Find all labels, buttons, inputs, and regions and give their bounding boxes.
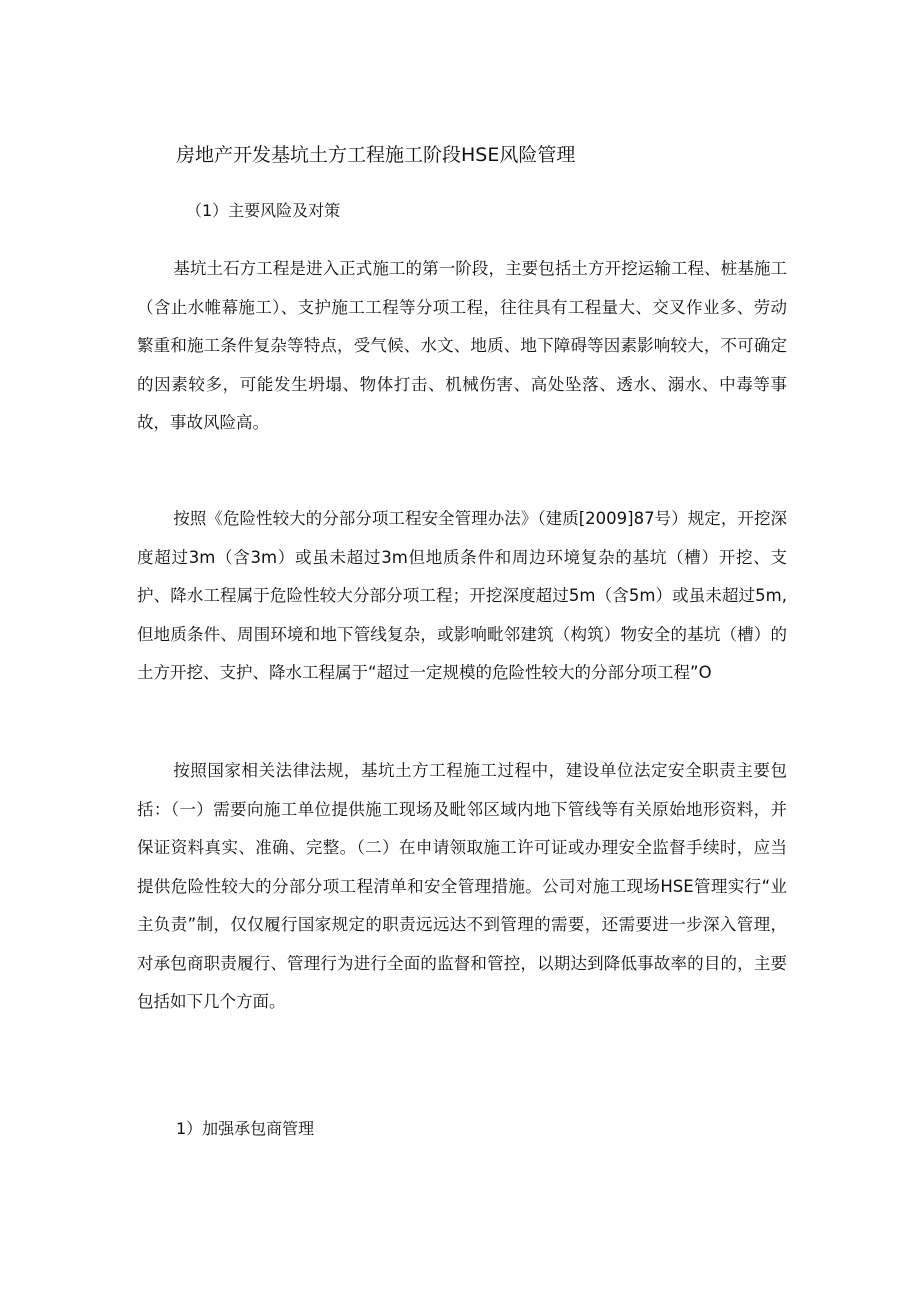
section-heading: （1）主要风险及对策: [186, 201, 341, 220]
document-title: 房地产开发基坑土方工程施工阶段HSE风险管理: [176, 144, 576, 166]
paragraph-intro: 基坑土石方工程是进入正式施工的第一阶段，主要包括土方开挖运输工程、桩基施工（含止水帷幕施工）、支护施工工程等分项工程，往往具有工程量大、交叉作业多、劳动繁重和施工条件复杂等特点，受气候、水文、地质、地下障碍等因素影响较大，不可确定的因素较多，可能发生坍塌、物体打击、机械伤害、高处坠落、透水、溺水、中毒等事故，事故风险高。: [137, 259, 787, 432]
paragraph-regulation: 按照《危险性较大的分部分项工程安全管理办法》（建质[2009]87号）规定，开挖深度超过3m（含3m）或虽未超过3m但地质条件和周边环境复杂的基坑（槽）开挖、支护、降水工程属于危险性较大分部分项工程；开挖深度超过5m（含5m）或虽未超过5m,但地质条件、周围环境和地下管线复杂，或影响毗邻建筑（构筑）物安全的基坑（槽）的土方开挖、支护、降水工程属于“超过一定规模的危险性较大的分部分项工程”O: [137, 509, 787, 682]
subsection-heading: 1）加强承包商管理: [176, 1119, 315, 1138]
paragraph-responsibilities: 按照国家相关法律法规，基坑土方工程施工过程中，建设单位法定安全职责主要包括：（一）需要向施工单位提供施工现场及毗邻区域内地下管线等有关原始地形资料，并保证资料真实、准确、完整。（二）在申请领取施工许可证或办理安全监督手续时，应当提供危险性较大的分部分项工程清单和安全管理措施。公司对施工现场HSE管理实行“业主负责”制，仅仅履行国家规定的职责远远达不到管理的需要，还需要进一步深入管理，对承包商职责履行、管理行为进行全面的监督和管控，以期达到降低事故率的目的，主要包括如下几个方面。: [137, 761, 787, 1011]
